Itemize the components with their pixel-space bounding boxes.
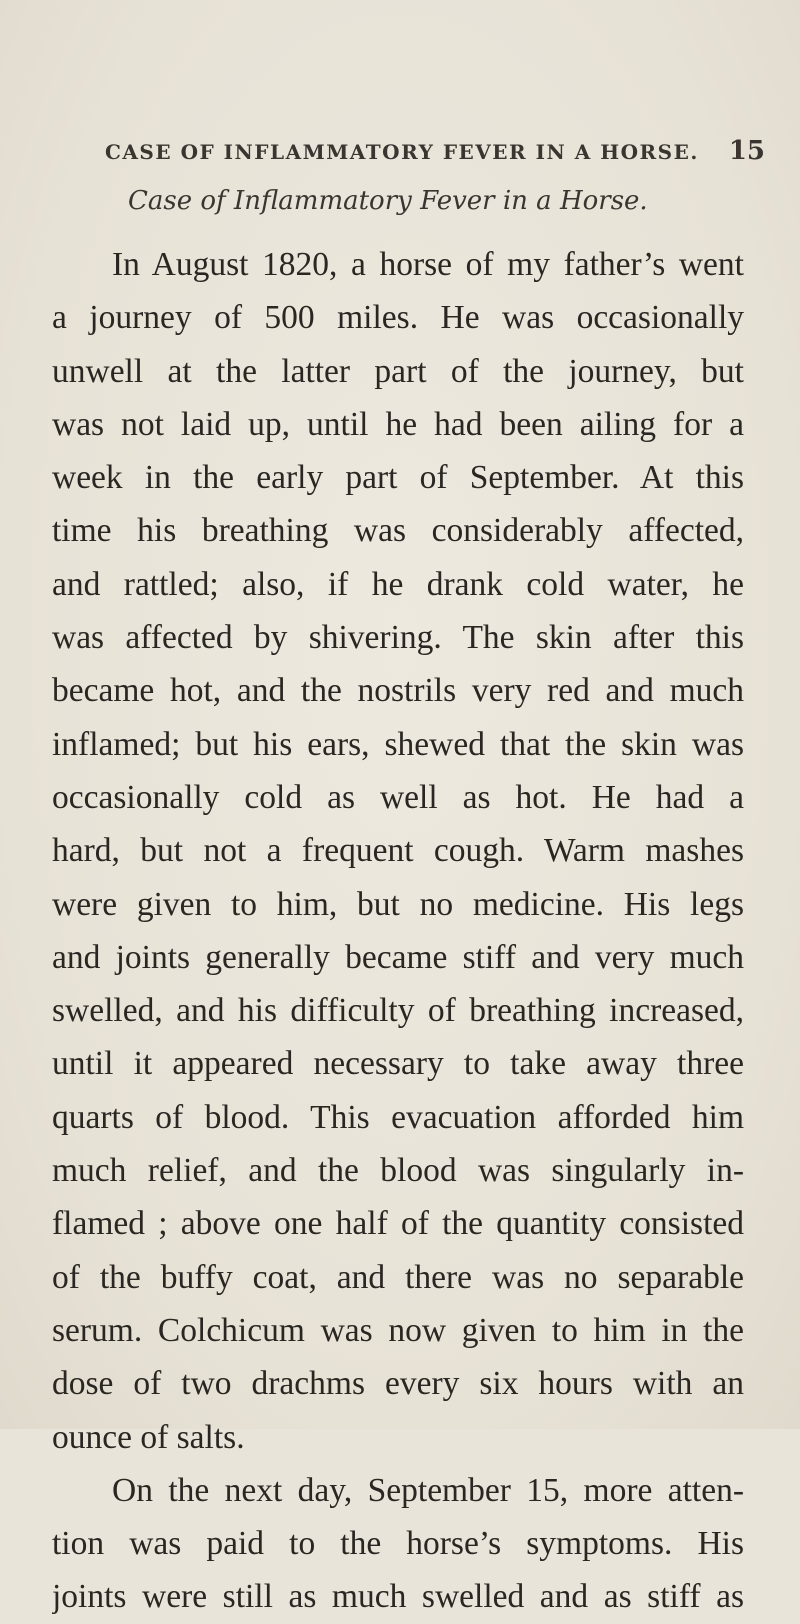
text-line: ounce of salts. <box>52 1418 245 1456</box>
running-title: CASE OF INFLAMMATORY FEVER IN A HORSE. <box>105 140 699 164</box>
text-line: time his breathing was considerably affected, <box>52 512 744 550</box>
text-line: inflamed; but his ears, shewed that the skin was <box>52 725 744 763</box>
text-line: a journey of 500 miles. He was occasionally <box>52 299 744 337</box>
text-line: In August 1820, a horse of my father’s went <box>112 246 744 283</box>
running-head <box>105 132 765 172</box>
text-line: was not laid up, until he had been ailing for a <box>52 405 744 443</box>
text-line: much relief, and the blood was singularly in- <box>52 1152 744 1190</box>
text-line: was affected by shivering. The skin after this <box>52 619 744 657</box>
text-line: became hot, and the nostrils very red and much <box>52 672 744 710</box>
paragraph-1 <box>52 238 744 1464</box>
text-line: On the next day, September 15, more atten- <box>112 1471 744 1509</box>
text-line: until it appeared necessary to take away three <box>52 1045 744 1083</box>
text-line: dose of two drachms every six hours with an <box>52 1365 744 1403</box>
case-heading: Case of Inflammatory Fever in a Horse. <box>128 186 648 216</box>
paragraph-2 <box>52 1464 744 1624</box>
text-line: serum. Colchicum was now given to him in the <box>52 1311 744 1349</box>
text-line: of the buffy coat, and there was no separable <box>52 1258 744 1296</box>
text-line: and rattled; also, if he drank cold water, he <box>52 565 744 603</box>
text-line: unwell at the latter part of the journey, but <box>52 352 744 390</box>
page-number: 15 <box>728 136 765 166</box>
text-line: flamed ; above one half of the quantity consisted <box>52 1205 744 1243</box>
text-line: were given to him, but no medicine. His legs <box>52 885 744 923</box>
text-line: week in the early part of September. At this <box>52 459 744 497</box>
text-line: joints were still as much swelled and as stiff as <box>52 1578 744 1616</box>
text-line: hard, but not a frequent cough. Warm mashes <box>52 832 744 870</box>
body-text <box>52 238 744 1624</box>
text-line: swelled, and his difficulty of breathing increased, <box>52 992 744 1030</box>
text-line: quarts of blood. This evacuation afforded him <box>52 1098 744 1136</box>
text-line: and joints generally became stiff and very much <box>52 938 744 976</box>
text-line: occasionally cold as well as hot. He had a <box>52 778 744 816</box>
text-line: tion was paid to the horse’s symptoms. His <box>52 1525 744 1563</box>
